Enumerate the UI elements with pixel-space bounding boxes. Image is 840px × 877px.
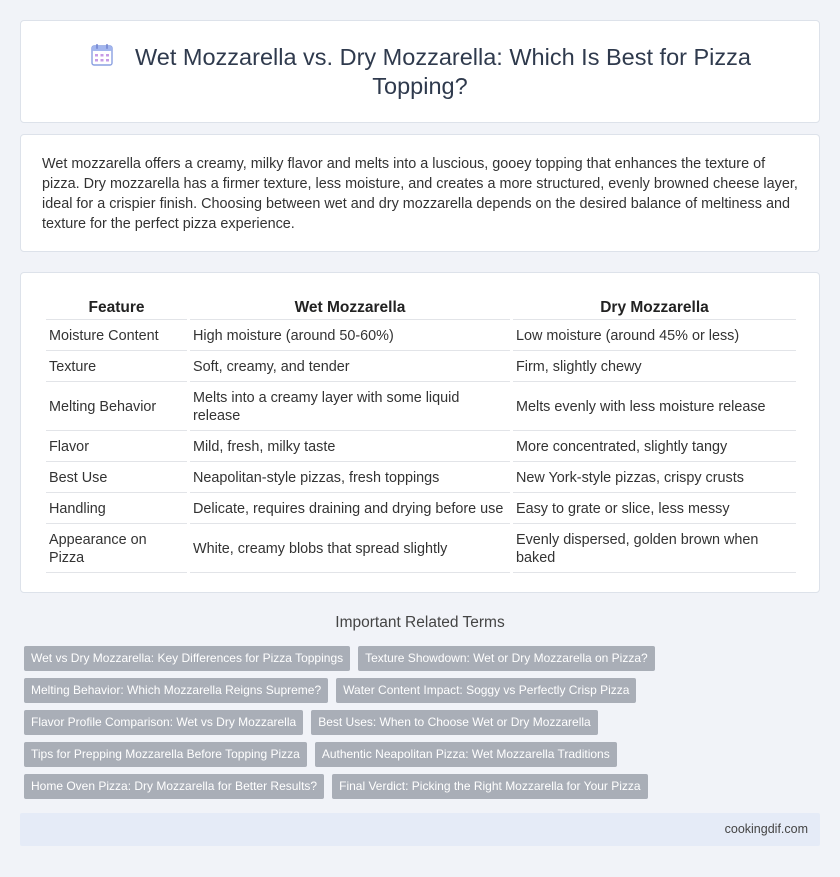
table-cell: Moisture Content bbox=[46, 322, 187, 351]
page-title bbox=[81, 43, 759, 101]
related-term-link[interactable]: Final Verdict: Picking the Right Mozzarella for Your Pizza bbox=[332, 774, 647, 799]
table-header-dry: Dry Mozzarella bbox=[513, 295, 796, 320]
table-cell: Flavor bbox=[46, 433, 187, 462]
table-cell: White, creamy blobs that spread slightly bbox=[190, 526, 510, 573]
table-cell: Soft, creamy, and tender bbox=[190, 353, 510, 382]
table-cell: Easy to grate or slice, less messy bbox=[513, 495, 796, 524]
related-term-link[interactable]: Authentic Neapolitan Pizza: Wet Mozzarella Traditions bbox=[315, 742, 617, 767]
table-row bbox=[46, 495, 796, 524]
calendar-icon bbox=[89, 43, 115, 67]
footer-bar bbox=[20, 813, 820, 846]
related-term-link[interactable]: Water Content Impact: Soggy vs Perfectly Crisp Pizza bbox=[336, 678, 636, 703]
table-cell: More concentrated, slightly tangy bbox=[513, 433, 796, 462]
footer-site-link[interactable]: cookingdif.com bbox=[724, 822, 808, 836]
related-terms-row bbox=[24, 742, 814, 767]
table-cell: Mild, fresh, milky taste bbox=[190, 433, 510, 462]
table-cell: Melting Behavior bbox=[46, 384, 187, 431]
comparison-card bbox=[20, 272, 820, 593]
related-term-link[interactable]: Wet vs Dry Mozzarella: Key Differences for Pizza Toppings bbox=[24, 646, 350, 671]
related-terms-row bbox=[24, 646, 814, 671]
table-cell: Best Use bbox=[46, 464, 187, 493]
related-terms-row bbox=[24, 774, 814, 799]
table-row bbox=[46, 322, 796, 351]
table-row bbox=[46, 464, 796, 493]
table-header-feature: Feature bbox=[46, 295, 187, 320]
table-row bbox=[46, 526, 796, 573]
table-cell: Firm, slightly chewy bbox=[513, 353, 796, 382]
related-terms-row bbox=[24, 678, 814, 703]
page-title-text: Wet Mozzarella vs. Dry Mozzarella: Which Is Best for Pizza Topping? bbox=[135, 44, 751, 99]
table-cell: Texture bbox=[46, 353, 187, 382]
table-cell: Melts into a creamy layer with some liquid release bbox=[190, 384, 510, 431]
table-cell: Delicate, requires draining and drying before use bbox=[190, 495, 510, 524]
related-terms-row bbox=[24, 710, 814, 735]
title-card bbox=[20, 20, 820, 123]
table-cell: Neapolitan-style pizzas, fresh toppings bbox=[190, 464, 510, 493]
intro-card bbox=[20, 134, 820, 252]
table-row bbox=[46, 353, 796, 382]
table-header-wet: Wet Mozzarella bbox=[190, 295, 510, 320]
related-term-link[interactable]: Flavor Profile Comparison: Wet vs Dry Mozzarella bbox=[24, 710, 303, 735]
related-term-link[interactable]: Melting Behavior: Which Mozzarella Reigns Supreme? bbox=[24, 678, 328, 703]
related-terms-list bbox=[24, 646, 814, 806]
intro-paragraph: Wet mozzarella offers a creamy, milky flavor and melts into a luscious, gooey topping that enhances the texture of pizza. Dry mozzarella has a firmer texture, less moisture, and creates a more structured, evenly browned cheese layer, ideal for a crispier finish. Choosing between wet and dry mozzarella depends on the desired balance of meltiness and texture for the perfect pizza experience. bbox=[42, 156, 798, 232]
table-cell: High moisture (around 50-60%) bbox=[190, 322, 510, 351]
table-cell: New York-style pizzas, crispy crusts bbox=[513, 464, 796, 493]
table-cell: Handling bbox=[46, 495, 187, 524]
table-cell: Evenly dispersed, golden brown when baked bbox=[513, 526, 796, 573]
related-term-link[interactable]: Texture Showdown: Wet or Dry Mozzarella on Pizza? bbox=[358, 646, 655, 671]
table-cell: Low moisture (around 45% or less) bbox=[513, 322, 796, 351]
related-term-link[interactable]: Best Uses: When to Choose Wet or Dry Mozzarella bbox=[311, 710, 598, 735]
related-term-link[interactable]: Home Oven Pizza: Dry Mozzarella for Better Results? bbox=[24, 774, 324, 799]
table-row bbox=[46, 384, 796, 431]
table-cell: Appearance on Pizza bbox=[46, 526, 187, 573]
table-row bbox=[46, 433, 796, 462]
table-cell: Melts evenly with less moisture release bbox=[513, 384, 796, 431]
related-terms-heading: Important Related Terms bbox=[335, 614, 505, 631]
comparison-table bbox=[43, 293, 799, 575]
related-term-link[interactable]: Tips for Prepping Mozzarella Before Topping Pizza bbox=[24, 742, 307, 767]
